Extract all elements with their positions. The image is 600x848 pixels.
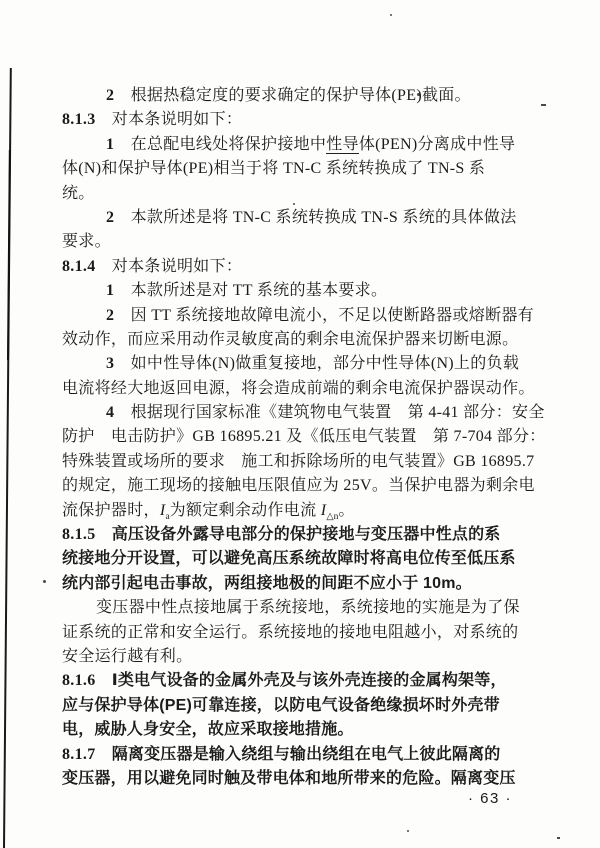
page-edge-scan-artifact-blob <box>7 150 11 360</box>
text-line-24 <box>62 645 520 669</box>
text-segment: 变压器，用以避免同时触及带电体和地所带来的危险。隔离变压 <box>62 769 516 787</box>
text-line-10 <box>62 304 534 328</box>
text-segment: 应与保护导体(PE)可靠连接，以防电气设备绝缘损坏时外壳带 <box>62 696 500 714</box>
text-segment: 要求。 <box>62 233 111 251</box>
clause-or-item-number: 8.1.4 <box>62 257 96 275</box>
text-line-19 <box>62 523 520 547</box>
text-segment: 本款所述是将 TN-C 系统转换成 TN-S 系统的具体做法 <box>114 208 517 226</box>
clause-or-item-number: 1 <box>106 135 115 153</box>
text-line-4 <box>62 157 520 181</box>
text-line-14 <box>62 401 545 425</box>
text-segment: 体(N)和保护导体(PE)相当于将 TN-C 系统转换成了 TN-S 系 <box>62 160 486 178</box>
text-segment: 体(PEN)分离成中性导 <box>358 135 516 153</box>
text-segment: 为额定剩余动作电流 <box>169 501 321 519</box>
page-number: · 63 · <box>467 790 512 807</box>
text-line-12 <box>62 352 520 376</box>
text-segment: 高压设备外露导电部分的保护接地与变压器中性点的系 <box>95 526 501 544</box>
scan-speck <box>541 104 546 106</box>
clause-or-item-number: 2 <box>106 87 115 104</box>
scan-speck <box>43 580 46 583</box>
text-line-21 <box>62 572 520 596</box>
text-segment: 隔离变压器是输入绕组与输出绕组在电气上彼此隔离的 <box>95 745 501 763</box>
scan-speck <box>557 837 560 839</box>
text-line-16 <box>62 450 535 474</box>
clause-or-item-number: 8.1.7 <box>62 745 96 763</box>
clause-or-item-number: 4 <box>106 404 115 422</box>
scan-speck <box>407 830 409 832</box>
text-segment: 统。 <box>62 184 95 202</box>
document-text <box>62 84 546 791</box>
clause-or-item-number: 2 <box>106 208 115 226</box>
text-segment: 统接地分开设置，可以避免高压系统故障时将高电位传至低压系 <box>62 550 516 568</box>
text-segment: 。 <box>338 501 355 519</box>
clause-or-item-number: 3 <box>106 355 115 373</box>
text-segment: 流保护器时， <box>62 501 160 519</box>
text-segment: 根据热稳定度的要求确定的保护导体(PE)截面。 <box>114 87 471 104</box>
clause-or-item-number: 1 <box>106 282 115 300</box>
text-line-3 <box>62 133 520 157</box>
text-segment: △n <box>326 511 339 522</box>
text-segment: 变压器中性点接地属于系统接地，系统接地的实施是为了保 <box>96 599 520 617</box>
text-segment: 的规定，施工现场的接触电压限值应为 25V。当保护电器为剩余电 <box>62 477 535 495</box>
text-line-17 <box>62 474 535 498</box>
text-segment: I <box>320 501 327 519</box>
text-segment: 安全运行越有利。 <box>62 647 193 665</box>
text-segment: a <box>165 511 170 522</box>
text-line-25 <box>62 669 520 693</box>
text-line-22 <box>62 596 520 620</box>
text-line-7 <box>62 230 520 254</box>
text-line-1 <box>62 84 520 108</box>
text-segment: 证系统的正常和安全运行。系统接地的接地电阻越小，对系统的 <box>62 623 519 641</box>
text-line-20 <box>62 547 520 571</box>
clause-or-item-number: 8.1.5 <box>62 526 96 544</box>
clause-or-item-number: 2 <box>106 306 115 324</box>
text-segment: 因 TT 系统接地故障电流小，不足以使断路器或熔断器有 <box>114 306 534 324</box>
text-line-11 <box>62 328 520 352</box>
text-line-26 <box>62 694 520 718</box>
text-line-13 <box>62 377 535 401</box>
text-line-28 <box>62 743 520 767</box>
text-segment: 根据现行国家标准《建筑物电气装置 第 4-41 部分：安全 <box>114 404 545 422</box>
text-segment: 效动作，而应采用动作灵敏度高的剩余电流保护器来切断电源。 <box>62 330 519 348</box>
text-segment: 本款所述是对 TT 系统的基本要求。 <box>114 282 388 300</box>
text-line-2 <box>62 108 520 132</box>
text-segment: 电流将经大地返回电源，将会造成前端的剩余电流保护器误动作。 <box>62 379 535 397</box>
text-segment: 性导 <box>326 135 359 153</box>
scan-speck <box>390 14 392 16</box>
text-segment: I <box>159 501 166 519</box>
text-segment: 特殊装置或场所的要求 施工和拆除场所的电气装置》GB 16895.7 <box>62 452 535 470</box>
text-segment: 如中性导体(N)做重复接地，部分中性导体(N)上的负载 <box>114 355 520 373</box>
text-line-9 <box>62 279 520 303</box>
text-segment: 在总配电线处将保护接地中 <box>114 135 327 153</box>
text-line-29 <box>62 767 520 791</box>
text-line-27 <box>62 718 520 742</box>
text-line-15 <box>62 425 546 449</box>
clause-or-item-number: 8.1.3 <box>62 111 96 129</box>
text-segment: 统内部引起电击事故，两组接地极的间距不应小于 10m。 <box>62 574 472 592</box>
clause-or-item-number: 8.1.6 <box>62 672 96 690</box>
text-segment: 防护 电击防护》GB 16895.21 及《低压电气装置 第 7-704 部分： <box>62 428 546 446</box>
text-segment: 电，威胁人身安全，故应采取接地措施。 <box>62 721 354 739</box>
text-line-18 <box>62 499 520 523</box>
text-segment: 对本条说明如下： <box>95 111 243 129</box>
text-line-8 <box>62 255 520 279</box>
text-line-6 <box>62 206 520 230</box>
text-segment: 对本条说明如下： <box>95 257 243 275</box>
text-line-23 <box>62 621 520 645</box>
text-segment: Ⅰ类电气设备的金属外壳及与该外壳连接的金属构架等， <box>95 672 507 690</box>
text-line-5 <box>62 182 520 206</box>
